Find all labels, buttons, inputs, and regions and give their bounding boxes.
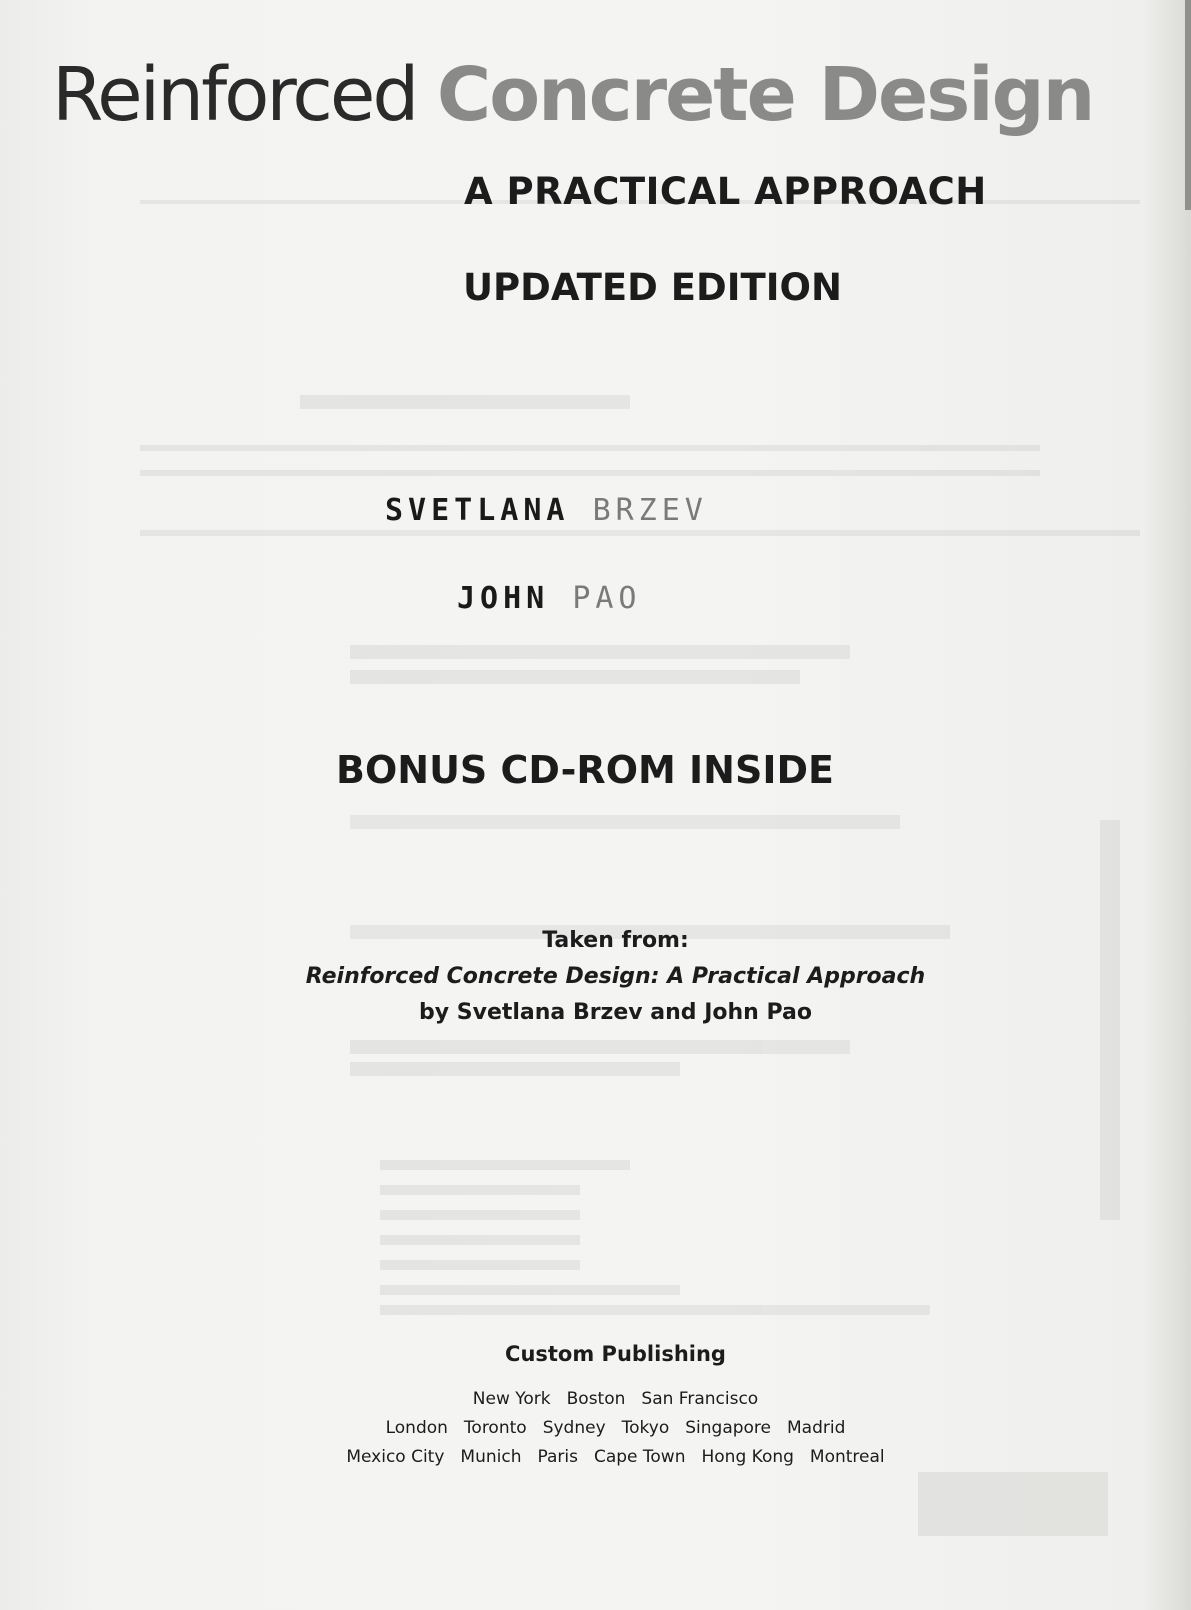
taken-from-label: Taken from: (542, 928, 689, 953)
book-subtitle: A PRACTICAL APPROACH (464, 170, 987, 213)
author-first-name: JOHN (457, 581, 550, 616)
city-name: Munich (460, 1447, 522, 1467)
publisher-cities (20, 1389, 1191, 1409)
author-name (385, 493, 708, 528)
title-part-reinforced: Reinforced (52, 52, 417, 138)
page-edge-shadow (1185, 0, 1191, 210)
publisher-cities (20, 1447, 1191, 1467)
city-name: New York (472, 1389, 551, 1409)
author-name (457, 581, 642, 616)
city-name: San Francisco (641, 1389, 759, 1409)
source-book-authors: by Svetlana Brzev and John Pao (419, 1000, 812, 1025)
city-name: Mexico City (346, 1447, 445, 1467)
city-name: Sydney (542, 1418, 606, 1438)
edition-label: UPDATED EDITION (463, 266, 842, 309)
author-last-name: BRZEV (592, 493, 708, 528)
title-part-concrete-design: Concrete Design (436, 52, 1094, 138)
city-name: Singapore (685, 1418, 771, 1438)
city-name: Cape Town (593, 1447, 686, 1467)
city-name: London (385, 1418, 448, 1438)
city-name: Boston (566, 1389, 626, 1409)
city-name: Toronto (463, 1418, 527, 1438)
source-book-title: Reinforced Concrete Design: A Practical Approach (305, 964, 926, 989)
city-name: Madrid (787, 1418, 846, 1438)
city-name: Hong Kong (701, 1447, 794, 1467)
publisher-cities (20, 1418, 1191, 1438)
publisher-name: Custom Publishing (505, 1342, 726, 1366)
city-name: Tokyo (621, 1418, 670, 1438)
city-name: Montreal (809, 1447, 885, 1467)
show-through-logo-block (918, 1472, 1108, 1536)
city-name: Paris (537, 1447, 578, 1467)
author-first-name: SVETLANA (385, 493, 570, 528)
author-last-name: PAO (572, 581, 642, 616)
bonus-cdrom-notice: BONUS CD-ROM INSIDE (336, 748, 834, 792)
book-title (52, 52, 1094, 138)
